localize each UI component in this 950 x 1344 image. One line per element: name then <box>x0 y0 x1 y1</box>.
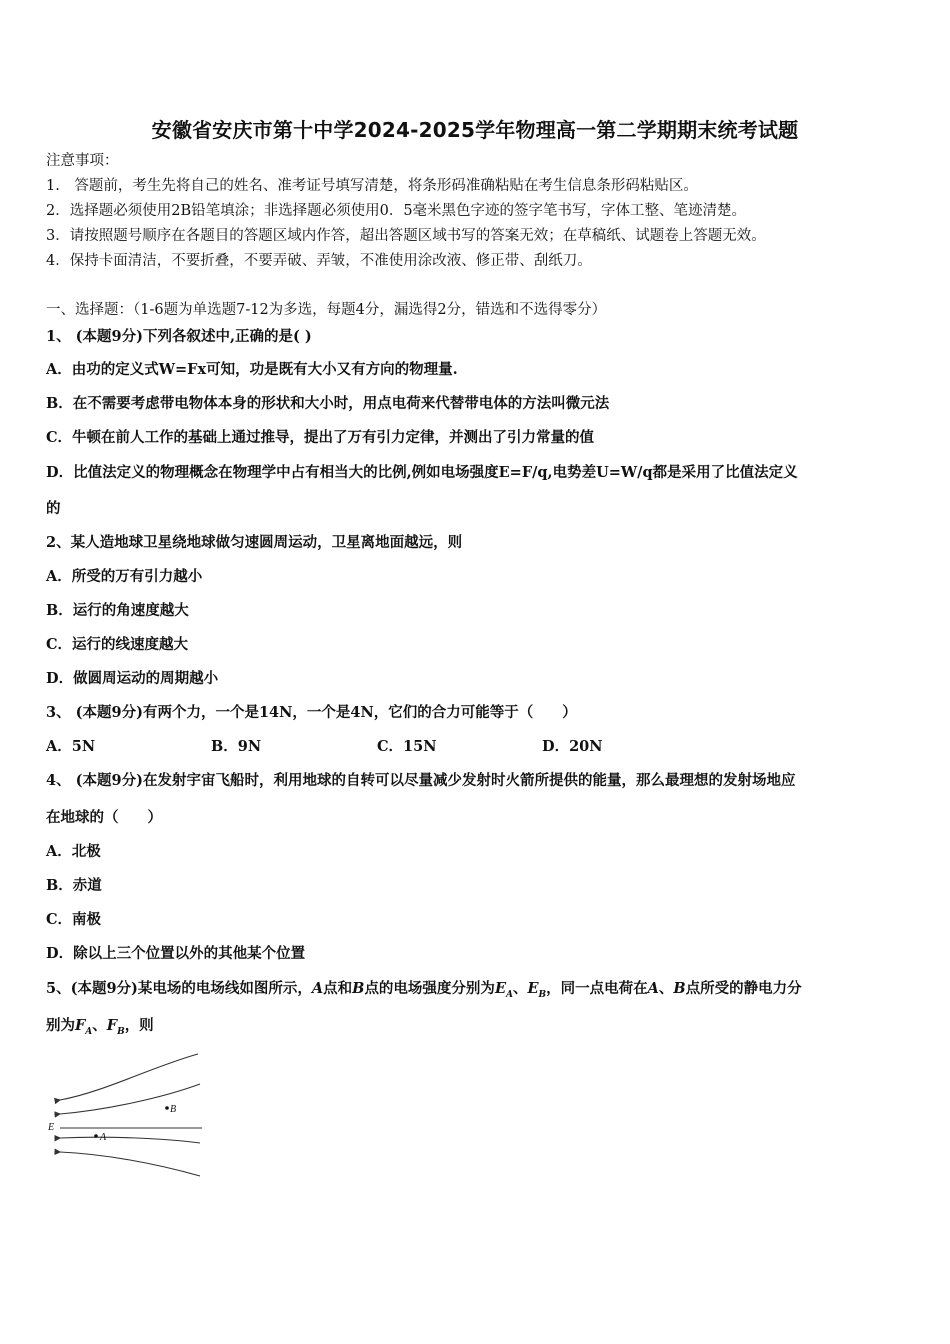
q2-option-c: C．运行的线速度越大 <box>46 636 189 653</box>
q3-option-d: D．20N <box>542 738 603 755</box>
q1-option-b: B．在不需要考虑带电物体本身的形状和大小时，用点电荷来代替带电体的方法叫微元法 <box>46 395 610 412</box>
section-heading: 一、选择题：（1-6题为单选题7-12为多选，每题4分，漏选得2分，错选和不选得零分） <box>46 302 607 318</box>
notice-item-1: 1. 答题前，考生先将自己的姓名、准考证号填写清楚，将条形码准确粘贴在考生信息条形码粘贴区。 <box>46 178 698 194</box>
q4-option-a: A．北极 <box>46 843 101 860</box>
electric-field-figure <box>44 1048 214 1178</box>
point-b-label: B <box>170 1104 177 1115</box>
field-e-label: E <box>48 1122 55 1133</box>
q2-stem: 2、某人造地球卫星绕地球做匀速圆周运动，卫星离地面越远，则 <box>46 534 463 551</box>
field-line-2 <box>60 1084 200 1114</box>
q2-option-d: D．做圆周运动的周期越小 <box>46 670 219 687</box>
point-a-label: A <box>100 1132 107 1143</box>
field-line-1 <box>60 1054 198 1100</box>
notice-item-3: 3．请按照题号顺序在各题目的答题区域内作答，超出答题区域书写的答案无效；在草稿纸、试题卷上答题无效。 <box>46 228 766 244</box>
q4-option-d: D．除以上三个位置以外的其他某个位置 <box>46 945 306 962</box>
q3-option-c: C．15N <box>377 738 437 755</box>
notice-item-2: 2．选择题必须使用2B铅笔填涂；非选择题必须使用0．5毫米黑色字迹的签字笔书写，字体工整、笔迹清楚。 <box>46 203 747 219</box>
point-a-dot <box>94 1134 98 1138</box>
q1-stem: 1、 (本题9分)下列各叙述中,正确的是( ) <box>46 328 312 345</box>
q1-option-d-cont: 的 <box>46 500 61 517</box>
q3-option-a: A．5N <box>46 738 96 755</box>
field-line-5 <box>60 1152 200 1176</box>
notice-item-4: 4．保持卡面清洁，不要折叠，不要弄破、弄皱，不准使用涂改液、修正带、刮纸刀。 <box>46 253 592 269</box>
q5-stem-cont: 别为$F_A$、$F_B$，则 <box>46 1017 154 1037</box>
q3-stem: 3、 (本题9分)有两个力，一个是14N，一个是4N，它们的合力可能等于（ ） <box>46 704 577 721</box>
q2-option-a: A．所受的万有引力越小 <box>46 568 203 585</box>
q1-option-c: C．牛顿在前人工作的基础上通过推导，提出了万有引力定律，并测出了引力常量的值 <box>46 429 595 446</box>
q2-option-b: B．运行的角速度越大 <box>46 602 189 619</box>
q4-option-c: C．南极 <box>46 911 102 928</box>
page-title: 安徽省安庆市第十中学2024-2025学年物理高一第二学期期末统考试题 <box>151 118 799 142</box>
field-line-4 <box>60 1137 200 1143</box>
q3-option-b: B．9N <box>211 738 262 755</box>
point-b-dot <box>165 1106 169 1110</box>
q4-option-b: B．赤道 <box>46 877 102 894</box>
q4-stem-cont: 在地球的（ ） <box>46 809 162 826</box>
notice-heading: 注意事项： <box>46 153 119 169</box>
q4-stem: 4、 (本题9分)在发射宇宙飞船时，利用地球的自转可以尽量减少发射时火箭所提供的能量，那么最理想的发射场地应 <box>46 772 796 789</box>
q1-option-d: D．比值法定义的物理概念在物理学中占有相当大的比例,例如电场强度E=F/q,电势差U=W/q都是采用了比值法定义 <box>46 464 798 481</box>
q5-stem: 5、(本题9分)某电场的电场线如图所示，A点和B点的电场强度分别为$E_A$、$E_B$，同一点电荷在A、B点所受的静电力分 <box>46 980 802 1000</box>
q1-option-a: A．由功的定义式W=Fx可知，功是既有大小又有方向的物理量. <box>46 361 458 378</box>
